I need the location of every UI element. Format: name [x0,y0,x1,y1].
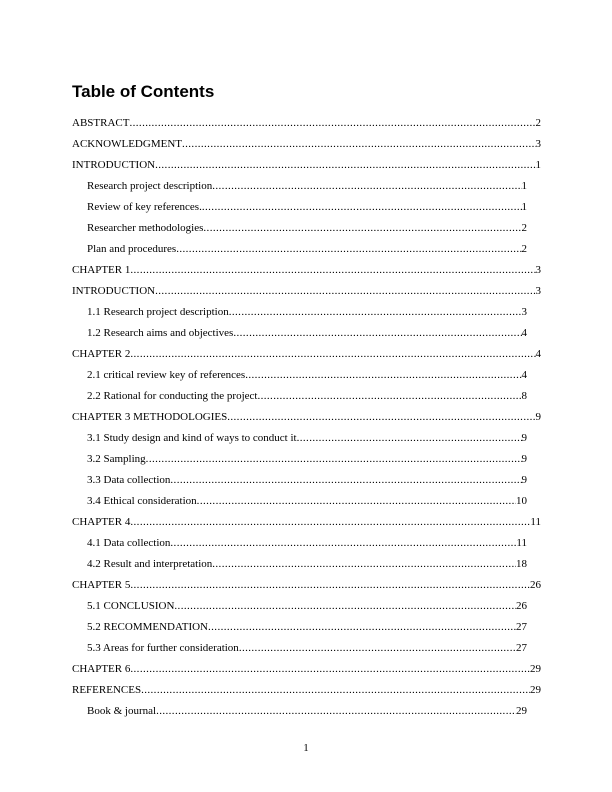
toc-entry-label: CHAPTER 3 METHODOLOGIES [72,411,228,423]
toc-entry-researcher-methodologies[interactable] [87,221,527,235]
toc-entry-3-3[interactable] [87,473,527,487]
toc-entry-3-2[interactable] [87,452,527,466]
leader-dots [174,599,516,613]
toc-entry-2-1[interactable] [87,368,527,382]
toc-entry-research-project-description[interactable] [87,179,527,193]
toc-entry-page: 18 [516,558,527,570]
toc-entry-page: 4 [535,348,541,360]
leader-dots [156,704,516,718]
toc-entry-label: 2.1 critical review key of references [87,369,246,381]
toc-entry-acknowledgment[interactable] [72,137,541,151]
toc-entry-page: 29 [516,705,527,717]
toc-entry-label: Review of key references. [87,201,202,213]
toc-entry-label: CHAPTER 2 [72,348,131,360]
toc-entry-3-4[interactable] [87,494,527,508]
toc-entry-page: 4 [521,369,527,381]
leader-dots [129,116,535,130]
toc-entry-label: REFERENCES [72,684,142,696]
toc-entry-page: 9 [521,474,527,486]
toc-entry-book-journal[interactable] [87,704,527,718]
toc-entry-label: 3.3 Data collection [87,474,171,486]
leader-dots [229,305,522,319]
leader-dots [202,200,522,214]
toc-entry-label: Plan and procedures [87,243,177,255]
toc-entry-label: 5.3 Areas for further consideration [87,642,239,654]
toc-entry-chapter-4[interactable] [72,515,541,529]
toc-entry-2-2[interactable] [87,389,527,403]
leader-dots [146,452,522,466]
toc-entry-label: Researcher methodologies [87,222,204,234]
leader-dots [130,515,530,529]
leader-dots [227,410,535,424]
toc-entry-1-1[interactable] [87,305,527,319]
toc-entry-label: 1.2 Research aims and objectives [87,327,234,339]
toc-entry-label: 3.1 Study design and kind of ways to conduct it [87,432,297,444]
toc-entry-label: 4.1 Data collection [87,537,171,549]
toc-entry-page: 1 [535,159,541,171]
toc-entry-label: ACKNOWLEDGMENT [72,138,182,150]
toc-entry-label: 4.2 Result and interpretation [87,558,213,570]
toc-entry-label: Book & journal [87,705,157,717]
toc-entry-label: Research project description [87,180,213,192]
leader-dots [170,536,516,550]
leader-dots [245,368,521,382]
leader-dots [176,242,521,256]
toc-entry-page: 8 [521,390,527,402]
toc-entry-page: 9 [535,411,541,423]
leader-dots [155,158,535,172]
toc-entry-label: INTRODUCTION [72,159,156,171]
toc-entry-chapter-5[interactable] [72,578,541,592]
toc-entry-plan-and-procedures[interactable] [87,242,527,256]
leader-dots [203,221,521,235]
toc-entry-chapter-2[interactable] [72,347,541,361]
leader-dots [239,641,516,655]
toc-entry-page: 11 [516,537,527,549]
leader-dots [212,179,521,193]
toc-entry-page: 29 [530,684,541,696]
toc-entry-page: 27 [516,621,527,633]
toc-entry-page: 10 [516,495,527,507]
toc-title: Table of Contents [72,82,215,101]
leader-dots [141,683,530,697]
toc-entry-page: 27 [516,642,527,654]
toc-entry-3-1[interactable] [87,431,527,445]
toc-entry-label: 3.2 Sampling [87,453,146,465]
toc-entry-chapter-1[interactable] [72,263,541,277]
toc-entry-label: ABSTRACT [72,117,130,129]
leader-dots [130,263,535,277]
toc-entry-label: CHAPTER 5 [72,579,131,591]
toc-entry-label: CHAPTER 6 [72,663,131,675]
leader-dots [170,473,521,487]
toc-entry-label: INTRODUCTION [72,285,156,297]
leader-dots [257,389,521,403]
leader-dots [212,557,516,571]
toc-entry-page: 26 [530,579,541,591]
toc-entry-label: 5.2 RECOMMENDATION [87,621,208,633]
toc-entry-references[interactable] [72,683,541,697]
toc-entry-page: 3 [535,138,541,150]
toc-entry-page: 3 [521,306,527,318]
toc-entry-abstract[interactable] [72,116,541,130]
toc-entry-label: 2.2 Rational for conducting the project [87,390,258,402]
toc-entry-label: 3.4 Ethical consideration [87,495,197,507]
toc-entry-chapter-6[interactable] [72,662,541,676]
toc-entry-label: CHAPTER 1 [72,264,131,276]
toc-entry-5-1[interactable] [87,599,527,613]
toc-entry-page: 2 [535,117,541,129]
toc-entry-1-2[interactable] [87,326,527,340]
toc-entry-page: 1 [521,201,527,213]
toc-entry-review-key-references[interactable] [87,200,527,214]
toc-entry-label: CHAPTER 4 [72,516,131,528]
toc-entry-page: 4 [521,327,527,339]
toc-entry-5-3[interactable] [87,641,527,655]
leader-dots [155,284,535,298]
toc-entry-page: 3 [535,285,541,297]
toc-entry-page: 2 [521,222,527,234]
toc-entry-4-2[interactable] [87,557,527,571]
toc-entry-label: 5.1 CONCLUSION [87,600,175,612]
toc-entry-5-2[interactable] [87,620,527,634]
toc-entry-page: 11 [530,516,541,528]
toc-entry-page: 26 [516,600,527,612]
leader-dots [130,578,530,592]
leader-dots [130,662,530,676]
toc-entry-page: 3 [535,264,541,276]
toc-entry-introduction-2[interactable] [72,284,541,298]
page-number: 1 [303,742,309,754]
leader-dots [208,620,516,634]
leader-dots [197,494,516,508]
leader-dots [233,326,521,340]
toc-entry-chapter-3[interactable] [72,410,541,424]
toc-entry-4-1[interactable] [87,536,527,550]
toc-entry-page: 1 [521,180,527,192]
toc-entry-page: 29 [530,663,541,675]
leader-dots [297,431,522,445]
toc-entry-label: 1.1 Research project description [87,306,229,318]
toc-entry-page: 9 [521,453,527,465]
leader-dots [182,137,536,151]
toc-entry-page: 2 [521,243,527,255]
leader-dots [130,347,535,361]
toc-entry-page: 9 [521,432,527,444]
toc-entry-introduction[interactable] [72,158,541,172]
